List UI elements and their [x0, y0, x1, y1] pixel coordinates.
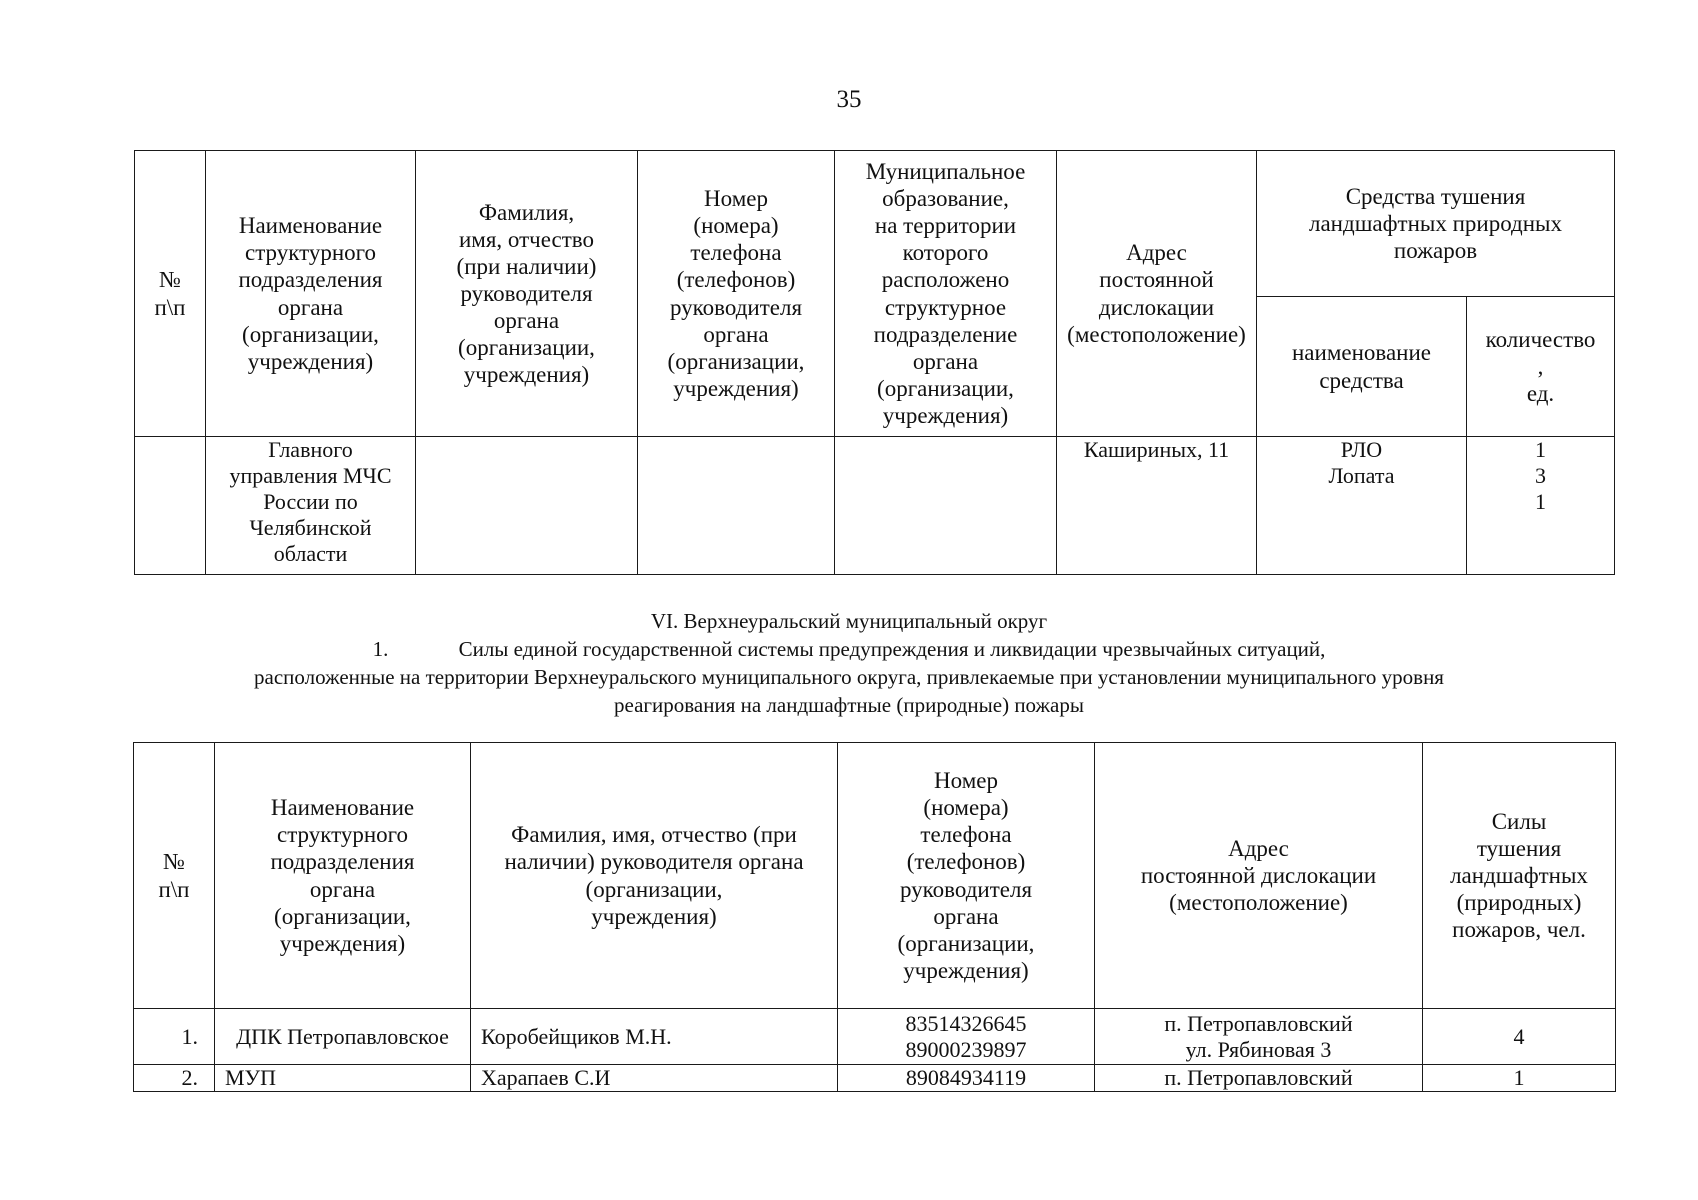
text-line: Наименование [238, 213, 383, 239]
text-line: России по [263, 488, 358, 514]
text-line: (номера) [923, 795, 1009, 821]
text-line: 89084934119 [905, 1065, 1027, 1091]
section-title: VI. Верхнеуральский муниципальный округ [650, 609, 1048, 633]
text-line: № [159, 267, 181, 293]
text-line: структурное [884, 294, 1007, 320]
section-subtitle-line3: реагирования на ландшафтные (природные) пожары [614, 693, 1084, 717]
text-line: п. Петропавловский [1164, 1065, 1353, 1091]
text-line: Главного [268, 437, 353, 462]
text-line: п. Петропавловский [1164, 1010, 1353, 1036]
text-line: постоянной дислокации [1140, 862, 1377, 888]
header-phone [838, 743, 1095, 1009]
text-line: (номера) [693, 213, 779, 239]
row-municipality [835, 437, 1057, 575]
text-line: управления МЧС [229, 462, 392, 488]
text-line: ландшафтных [1450, 862, 1588, 888]
text-line: (организации, [897, 930, 1035, 956]
text-line: (организации, [877, 375, 1014, 401]
text-line: Наименование [270, 795, 415, 821]
text-line: ландшафтных природных [1309, 210, 1562, 236]
text-line: учреждения) [673, 375, 799, 401]
text-line: постоянной [1099, 267, 1214, 293]
header-unit-name [215, 743, 471, 1009]
table-row [134, 1065, 1616, 1092]
header-forces [1423, 743, 1616, 1009]
header-address [1095, 743, 1423, 1009]
text-line: учреждения) [882, 403, 1009, 428]
text-line: учреждения) [591, 903, 717, 929]
text-line: 1 [1535, 437, 1546, 462]
header-phone [638, 151, 835, 437]
text-line: подразделения [238, 267, 383, 293]
text-line: которого [902, 240, 989, 266]
text-line: органа [933, 903, 999, 929]
text-line: учреждения) [279, 930, 406, 956]
text-line: ед. [1526, 381, 1555, 407]
row-head-fio: Харапаев С.И [471, 1065, 838, 1092]
text-line: Фамилия, [478, 199, 575, 225]
text-line: (организации, [242, 321, 379, 347]
text-line: структурного [244, 240, 377, 266]
text-line: тушения [1476, 835, 1562, 861]
header-means-quantity [1467, 297, 1615, 437]
header-head-fio [416, 151, 638, 437]
page-number: 35 [836, 86, 862, 113]
text-line: Муниципальное [865, 158, 1026, 184]
text-line: на территории [874, 213, 1017, 239]
row-number: 2. [134, 1065, 215, 1092]
text-line: подразделение [873, 321, 1018, 347]
section-subtitle-line1 [0, 635, 1698, 663]
text-line: пожаров, чел. [1452, 917, 1586, 943]
row-unit-name: ДПК Петропавловское [215, 1009, 471, 1065]
text-line: структурного [276, 822, 409, 848]
row-number: 1. [134, 1009, 215, 1065]
text-line: руководителя [669, 294, 803, 320]
text-line: (телефонов) [906, 849, 1026, 875]
text-line: области [273, 540, 348, 566]
header-address [1057, 151, 1257, 437]
text-line: дислокации [1098, 294, 1215, 320]
text-line: 3 [1535, 462, 1546, 488]
header-head-fio [471, 743, 838, 1009]
row-head-fio: Коробейщиков М.Н. [471, 1009, 838, 1065]
text-line: Силы [1491, 808, 1547, 834]
text-line: (телефонов) [676, 267, 796, 293]
forces-table [133, 742, 1616, 1092]
text-line: телефона [920, 822, 1012, 848]
text-line: п\п [158, 876, 190, 902]
row-address [1095, 1065, 1423, 1092]
text-line: (местоположение) [1067, 321, 1246, 347]
text-line: (местоположение) [1169, 890, 1348, 916]
text-line: (организации, [585, 876, 723, 902]
header-extinguishing-means [1257, 151, 1615, 297]
text-line: расположено [881, 267, 1010, 293]
text-line: руководителя [460, 280, 593, 306]
text-line: РЛО [1340, 437, 1383, 462]
row-address [1095, 1009, 1423, 1065]
text-line: учреждения) [903, 957, 1029, 983]
text-line: имя, отчество [458, 226, 594, 252]
section-item-number: 1. [372, 637, 389, 661]
table-row [134, 1009, 1616, 1065]
text-line: Номер [934, 768, 998, 793]
forces-means-table [134, 150, 1615, 575]
header-number [135, 151, 206, 437]
row-forces: 1 [1423, 1065, 1616, 1092]
text-line: Адрес [1126, 240, 1187, 266]
section-subtitle-line2: расположенные на территории Верхнеуральского муниципального округа, привлекаемые при установлении муниципального уровня [254, 665, 1444, 689]
text-line: учреждения) [463, 362, 590, 388]
text-line: Фамилия, имя, отчество (при [511, 822, 797, 848]
row-unit-name [206, 437, 416, 575]
text-line: органа [309, 876, 376, 902]
text-line: п\п [154, 294, 186, 320]
row-unit-name: МУП [215, 1065, 471, 1092]
text-line: № [163, 849, 185, 875]
text-line: (природных) [1456, 890, 1582, 916]
text-line: пожаров [1393, 238, 1478, 264]
header-municipality [835, 151, 1057, 437]
row-phone [638, 437, 835, 575]
text-line: (организации, [274, 903, 411, 929]
text-line: подразделения [270, 849, 415, 875]
row-number [135, 437, 206, 575]
text-line: образование, [882, 186, 1009, 211]
row-phone [838, 1009, 1095, 1065]
text-line: (организации, [667, 348, 805, 374]
header-number [134, 743, 215, 1009]
text-line: , [1537, 353, 1544, 379]
text-line: органа [703, 321, 769, 347]
header-means-name [1257, 297, 1467, 437]
text-line: органа [277, 294, 344, 320]
text-line: органа [493, 308, 560, 334]
text-line: Адрес [1228, 835, 1289, 861]
text-line: учреждения) [247, 348, 374, 374]
text-line: 89000239897 [905, 1036, 1027, 1062]
text-line: Челябинской [249, 514, 372, 540]
text-line: ул. Рябиновая 3 [1185, 1036, 1332, 1062]
section-subtitle-text: Силы единой государственной системы предупреждения и ликвидации чрезвычайных ситуаций, [458, 637, 1326, 661]
row-means-name [1257, 437, 1467, 575]
text-line: органа [912, 348, 979, 374]
row-forces: 4 [1423, 1009, 1616, 1065]
text-line: телефона [690, 240, 782, 266]
row-head-fio [416, 437, 638, 575]
text-line: (организации, [458, 335, 595, 361]
text-line: Лопата [1328, 462, 1395, 488]
text-line: руководителя [899, 876, 1033, 902]
row-address: Кашириных, 11 [1057, 437, 1257, 575]
text-line: 83514326645 [905, 1010, 1027, 1036]
text-line: количество [1485, 326, 1596, 352]
header-unit-name [206, 151, 416, 437]
text-line: средства [1319, 367, 1404, 393]
text-line: 1 [1535, 488, 1546, 514]
text-line: Средства тушения [1345, 183, 1526, 209]
text-line: наименование [1292, 340, 1431, 366]
text-line: (при наличии) [456, 253, 597, 279]
row-phone [838, 1065, 1095, 1092]
text-line: Номер [704, 186, 768, 211]
row-means-quantity [1467, 437, 1615, 575]
text-line: наличии) руководителя органа [504, 849, 804, 875]
